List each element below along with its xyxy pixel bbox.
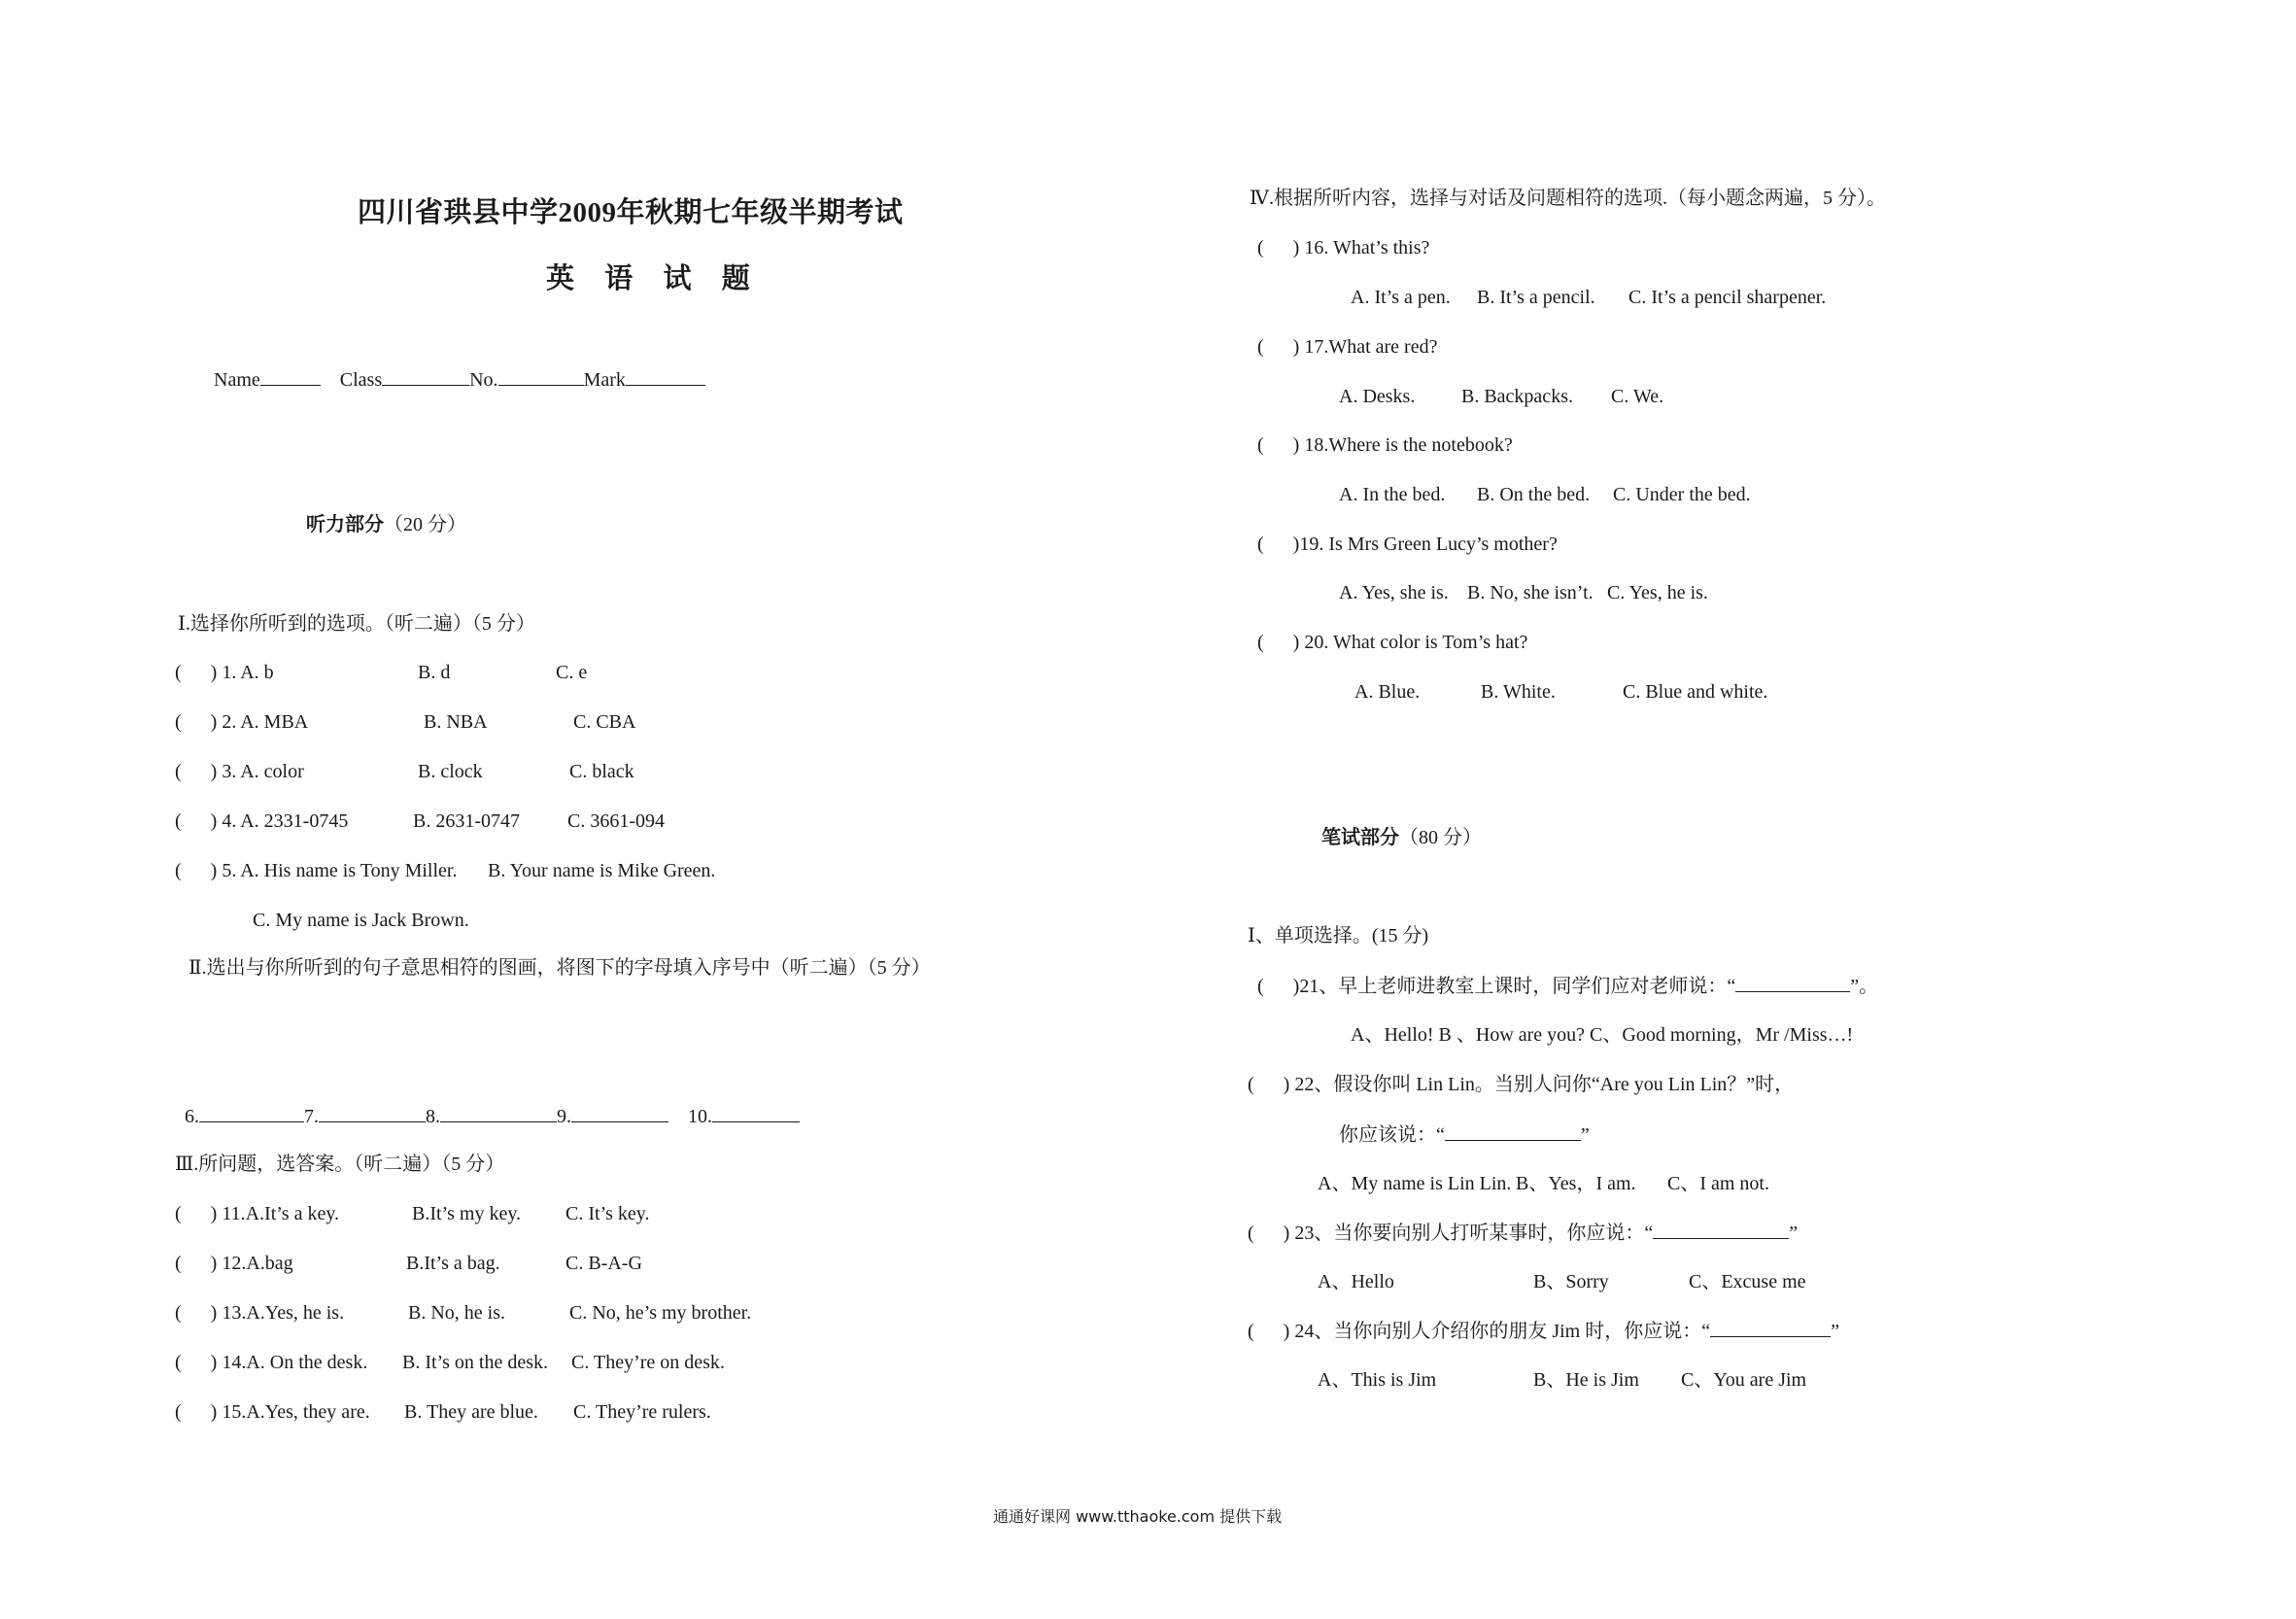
listening-heading bbox=[306, 513, 466, 536]
name-blank[interactable] bbox=[260, 367, 321, 386]
student-info-row bbox=[214, 367, 705, 392]
q21-options: A、Hello! B 、How are you? C、Good morning，Mr /Miss…! bbox=[1351, 1024, 1854, 1046]
listening-heading-text: 听力部分 bbox=[306, 514, 384, 535]
written-points: （80 分） bbox=[1399, 827, 1482, 848]
question-19: ( )19. Is Mrs Green Lucy’s mother? bbox=[1257, 534, 1558, 555]
blank-label: 10. bbox=[688, 1106, 712, 1127]
option-b: B、He is Jim bbox=[1533, 1369, 1639, 1391]
blank-10[interactable] bbox=[712, 1104, 800, 1122]
q21-blank[interactable] bbox=[1735, 974, 1850, 992]
blank-label: 8. bbox=[426, 1106, 440, 1127]
option-c: C. Under the bed. bbox=[1613, 484, 1751, 505]
option-c: C. e bbox=[556, 662, 588, 683]
blank-label: 7. bbox=[304, 1106, 319, 1127]
option-c: C. CBA bbox=[573, 711, 636, 733]
no-label: No. bbox=[469, 369, 498, 391]
option-c: C. They’re on desk. bbox=[571, 1352, 725, 1373]
class-label: Class bbox=[339, 369, 383, 391]
question-21: ( )21、早上老师进教室上课时，同学们应对老师说：“ ”。 bbox=[1257, 976, 1879, 997]
option-c: C. We. bbox=[1611, 386, 1664, 407]
section3-heading: Ⅲ.所问题，选答案。（听二遍）（5 分） bbox=[175, 1154, 505, 1175]
option-b: B.It’s my key. bbox=[412, 1203, 522, 1224]
mark-label: Mark bbox=[583, 369, 626, 391]
question-13: ( ) 13.A.Yes, he is. bbox=[175, 1302, 345, 1324]
option-a: A. In the bed. bbox=[1339, 484, 1446, 505]
option-b: B. White. bbox=[1481, 681, 1556, 703]
question-4: ( ) 4. A. 2331-0745 bbox=[175, 810, 349, 832]
question-5: ( ) 5. A. His name is Tony Miller. bbox=[175, 860, 458, 881]
option-b: B. NBA bbox=[424, 711, 488, 733]
option-b: B. On the bed. bbox=[1477, 484, 1591, 505]
question-22: ( ) 22、假设你叫 Lin Lin。当别人问你“Are you Lin Lin？”时， bbox=[1248, 1074, 1795, 1095]
option-c: C. They’re rulers. bbox=[573, 1401, 711, 1423]
no-blank[interactable] bbox=[498, 367, 584, 386]
option-c: C、You are Jim bbox=[1681, 1369, 1807, 1391]
exam-subtitle: 英 语 试 题 bbox=[546, 263, 762, 294]
picture-answer-blanks bbox=[185, 1104, 800, 1128]
written-heading bbox=[1321, 826, 1482, 849]
question-18: ( ) 18.Where is the notebook? bbox=[1257, 434, 1513, 456]
option-a: A. Yes, she is. bbox=[1339, 582, 1449, 603]
blank-label: 9. bbox=[557, 1106, 571, 1127]
blank-9[interactable] bbox=[571, 1104, 668, 1122]
q22-continuation: 你应该说：“ ” bbox=[1339, 1124, 1590, 1146]
option-c: C. 3661-094 bbox=[567, 810, 665, 832]
option-b: B. Your name is Mike Green. bbox=[488, 860, 716, 881]
option-c: C. No, he’s my brother. bbox=[569, 1302, 752, 1324]
option-c: C. black bbox=[569, 761, 634, 782]
exam-title: 四川省珙县中学2009年秋期七年级半期考试 bbox=[358, 197, 904, 228]
option-b: B. It’s on the desk. bbox=[402, 1352, 548, 1373]
q24-blank[interactable] bbox=[1710, 1319, 1831, 1337]
option-c: C. It’s key. bbox=[565, 1203, 650, 1224]
question-20: ( ) 20. What color is Tom’s hat? bbox=[1257, 632, 1528, 653]
listening-points: （20 分） bbox=[384, 514, 466, 535]
option-b: B. d bbox=[418, 662, 451, 683]
option-c: C. It’s a pencil sharpener. bbox=[1628, 287, 1827, 308]
option-b: B. It’s a pencil. bbox=[1477, 287, 1595, 308]
question-2: ( ) 2. A. MBA bbox=[175, 711, 309, 733]
option-a: A、This is Jim bbox=[1318, 1369, 1437, 1391]
question-17: ( ) 17.What are red? bbox=[1257, 336, 1438, 358]
written-heading-text: 笔试部分 bbox=[1321, 827, 1399, 848]
option-c: C. Yes, he is. bbox=[1607, 582, 1708, 603]
question-24: ( ) 24、当你向别人介绍你的朋友 Jim 时，你应说：“ ” bbox=[1248, 1321, 1839, 1342]
q22-blank[interactable] bbox=[1445, 1122, 1581, 1141]
section1-heading: Ⅰ.选择你所听到的选项。（听二遍）（5 分） bbox=[178, 613, 535, 635]
q23-blank[interactable] bbox=[1653, 1221, 1789, 1239]
option-b: B. No, he is. bbox=[408, 1302, 505, 1324]
option-a: A、My name is Lin Lin. bbox=[1318, 1173, 1512, 1194]
class-blank[interactable] bbox=[382, 367, 469, 386]
question-3: ( ) 3. A. color bbox=[175, 761, 304, 782]
option-c: C. My name is Jack Brown. bbox=[253, 910, 469, 931]
question-14: ( ) 14.A. On the desk. bbox=[175, 1352, 368, 1373]
question-23: ( ) 23、当你要向别人打听某事时，你应说：“ ” bbox=[1248, 1223, 1799, 1244]
question-11: ( ) 11.A.It’s a key. bbox=[175, 1203, 340, 1224]
option-a: A. It’s a pen. bbox=[1351, 287, 1451, 308]
blank-6[interactable] bbox=[199, 1104, 304, 1122]
option-b: B. No, she isn’t. bbox=[1467, 582, 1593, 603]
mc-heading: Ⅰ、单项选择。(15 分) bbox=[1248, 925, 1429, 947]
question-12: ( ) 12.A.bag bbox=[175, 1253, 293, 1274]
option-a: A. Desks. bbox=[1339, 386, 1416, 407]
section4-heading: Ⅳ.根据所听内容，选择与对话及问题相符的选项.（每小题念两遍，5 分）。 bbox=[1250, 188, 1886, 209]
question-1: ( ) 1. A. b bbox=[175, 662, 274, 683]
option-b: B、Yes，I am. bbox=[1516, 1173, 1636, 1194]
mark-blank[interactable] bbox=[626, 367, 705, 386]
option-b: B. Backpacks. bbox=[1461, 386, 1573, 407]
option-b: B、Sorry bbox=[1533, 1271, 1609, 1292]
footer-source: 通通好课网 www.tthaoke.com 提供下载 bbox=[993, 1507, 1283, 1526]
option-a: A. Blue. bbox=[1354, 681, 1421, 703]
option-b: B. 2631-0747 bbox=[413, 810, 520, 832]
section2-heading: Ⅱ.选出与你所听到的句子意思相符的图画，将图下的字母填入序号中（听二遍）（5 分） bbox=[188, 957, 931, 979]
option-c: C、I am not. bbox=[1667, 1173, 1769, 1194]
option-b: B. They are blue. bbox=[404, 1401, 538, 1423]
question-16: ( ) 16. What’s this? bbox=[1257, 237, 1430, 258]
option-c: C. Blue and white. bbox=[1623, 681, 1768, 703]
question-15: ( ) 15.A.Yes, they are. bbox=[175, 1401, 370, 1423]
option-c: C. B-A-G bbox=[565, 1253, 642, 1274]
name-label: Name bbox=[214, 369, 260, 391]
option-c: C、Excuse me bbox=[1689, 1271, 1806, 1292]
option-a: A、Hello bbox=[1318, 1271, 1394, 1292]
blank-8[interactable] bbox=[440, 1104, 557, 1122]
option-b: B. clock bbox=[418, 761, 483, 782]
blank-7[interactable] bbox=[319, 1104, 426, 1122]
blank-label: 6. bbox=[185, 1106, 199, 1127]
option-b: B.It’s a bag. bbox=[406, 1253, 500, 1274]
